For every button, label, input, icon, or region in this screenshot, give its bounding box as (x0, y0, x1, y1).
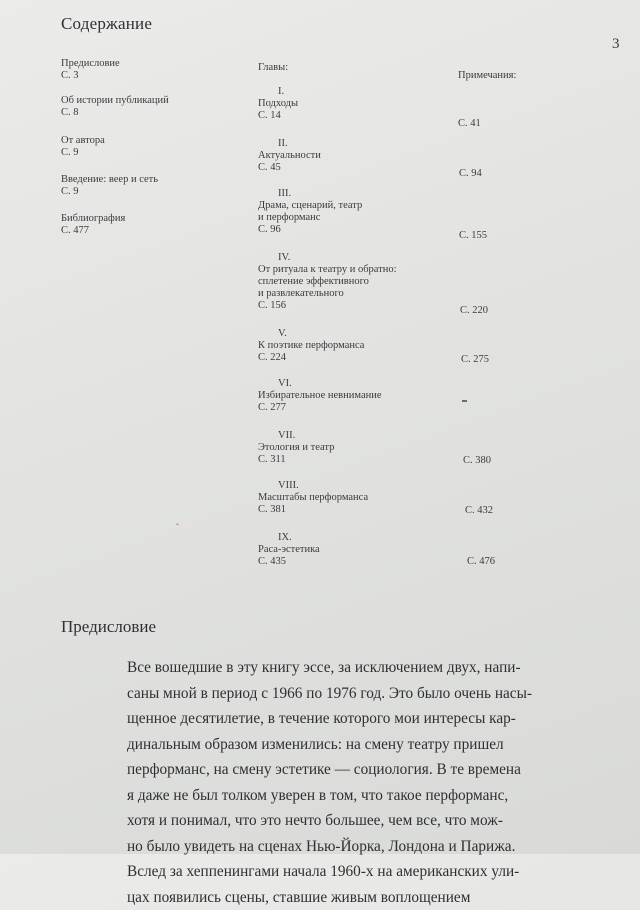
chapter-title-line: Избирательное невнимание (258, 390, 382, 402)
preface-line: щенное десятилетие, в течение которого мои интересы кар- (127, 706, 627, 732)
preface-line: я даже не был толком уверен в том, что такое перформанс, (127, 783, 627, 809)
front-matter-title: От автора (61, 135, 105, 147)
front-matter-item (61, 95, 169, 119)
chapter-page: С. 45 (258, 162, 321, 174)
chapter-title-line: и перформанс (258, 212, 362, 224)
chapter-page: С. 435 (258, 556, 320, 568)
preface-title: Предисловие (61, 617, 156, 637)
chapter-title-line: От ритуала к театру и обратно: (258, 264, 397, 276)
chapter-number: V. (258, 328, 364, 340)
chapter-title-line: Этология и театр (258, 442, 334, 454)
chapter-page: С. 277 (258, 402, 382, 414)
front-matter-title: Введение: веер и сеть (61, 174, 158, 186)
front-matter-page: С. 9 (61, 147, 105, 159)
preface-line: Все вошедшие в эту книгу эссе, за исключением двух, напи- (127, 655, 627, 681)
chapter-page: С. 311 (258, 454, 334, 466)
chapter-number: IV. (258, 252, 397, 264)
chapter-number: IX. (258, 532, 320, 544)
chapter-notes-page: С. 94 (459, 168, 482, 179)
front-matter-title: Библиография (61, 213, 125, 225)
front-matter-page: С. 477 (61, 225, 125, 237)
chapter-entry (258, 328, 364, 364)
chapter-notes-page: С. 432 (465, 505, 493, 516)
preface-line: цах появились сцены, ставшие живым воплощением (127, 885, 627, 910)
front-matter-title: Об истории публикаций (61, 95, 169, 107)
chapter-entry (258, 138, 321, 174)
notes-dash (462, 400, 467, 402)
chapter-title-line: Масштабы перформанса (258, 492, 368, 504)
preface-body (127, 655, 627, 910)
chapter-number: VII. (258, 430, 334, 442)
chapter-title-line: сплетение эффективного (258, 276, 397, 288)
chapter-title-line: Актуальности (258, 150, 321, 162)
ink-mark: ˇ (176, 522, 179, 532)
chapter-number: III. (258, 188, 362, 200)
preface-line: хотя и понимал, что это нечто большее, чем все, что мож- (127, 808, 627, 834)
chapter-page: С. 96 (258, 224, 362, 236)
chapter-page: С. 14 (258, 110, 298, 122)
chapter-entry (258, 378, 382, 414)
preface-line: динальным образом изменились: на смену театру пришел (127, 732, 627, 758)
chapter-notes-page: С. 476 (467, 556, 495, 567)
chapter-title-line: Раса-эстетика (258, 544, 320, 556)
chapter-notes-page: С. 41 (458, 118, 481, 129)
chapter-title-line: К поэтике перформанса (258, 340, 364, 352)
chapter-notes-page: С. 380 (463, 455, 491, 466)
front-matter-page: С. 3 (61, 70, 120, 82)
front-matter-page: С. 9 (61, 186, 158, 198)
chapter-number: VI. (258, 378, 382, 390)
front-matter-item (61, 213, 125, 237)
preface-line: но было увидеть на сценах Нью-Йорка, Лондона и Парижа. (127, 834, 627, 860)
chapter-entry (258, 188, 362, 236)
chapter-number: II. (258, 138, 321, 150)
chapter-number: VIII. (258, 480, 368, 492)
front-matter-page: С. 8 (61, 107, 169, 119)
chapter-entry (258, 252, 397, 312)
preface-line: Вслед за хеппенингами начала 1960-х на американских ули- (127, 859, 627, 885)
chapter-title-line: Подходы (258, 98, 298, 110)
front-matter-item (61, 174, 158, 198)
chapter-title-line: и развлекательного (258, 288, 397, 300)
notes-header: Примечания: (458, 70, 516, 81)
chapter-notes-page: С. 220 (460, 305, 488, 316)
front-matter-item (61, 58, 120, 82)
front-matter-title: Предисловие (61, 58, 120, 70)
preface-line: саны мной в период с 1966 по 1976 год. Это было очень насы- (127, 681, 627, 707)
preface-line: перформанс, на смену эстетике — социология. В те времена (127, 757, 627, 783)
chapter-page: С. 381 (258, 504, 368, 516)
toc-title: Содержание (61, 14, 152, 34)
chapter-entry (258, 480, 368, 516)
chapter-title-line: Драма, сценарий, театр (258, 200, 362, 212)
chapter-page: С. 224 (258, 352, 364, 364)
chapter-page: С. 156 (258, 300, 397, 312)
chapter-entry (258, 532, 320, 568)
chapter-entry (258, 86, 298, 122)
chapter-notes-page: С. 155 (459, 230, 487, 241)
chapter-notes-page: С. 275 (461, 354, 489, 365)
page-number: 3 (612, 36, 620, 53)
front-matter-item (61, 135, 105, 159)
chapter-entry (258, 430, 334, 466)
chapter-number: I. (258, 86, 298, 98)
chapters-header: Главы: (258, 62, 288, 73)
